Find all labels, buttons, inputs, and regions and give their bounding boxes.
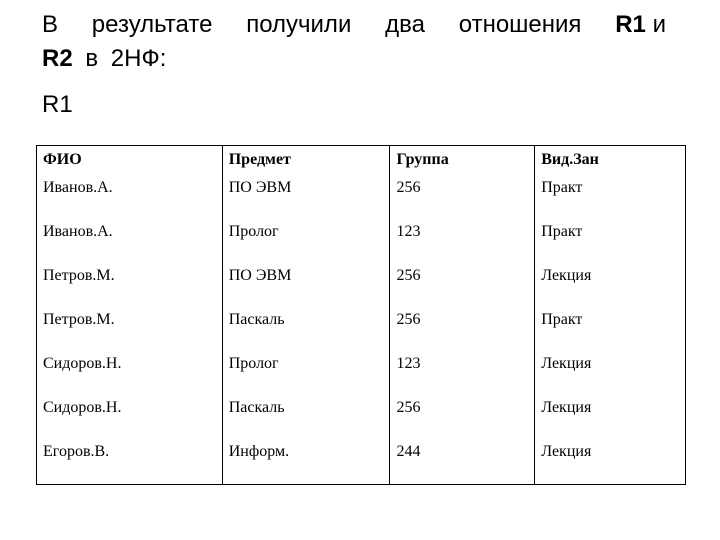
cell-group: 256 (390, 396, 535, 440)
cell-fio: Петров.М. (37, 264, 223, 308)
cell-subject: ПО ЭВМ (222, 264, 390, 308)
cell-fio: Сидоров.Н. (37, 396, 223, 440)
cell-subject: ПО ЭВМ (222, 177, 390, 220)
table-row (37, 264, 686, 308)
heading-form: 2НФ: (110, 45, 167, 72)
heading-word: отношения (458, 11, 582, 38)
heading-r1-group (615, 8, 666, 42)
cell-group: 123 (390, 220, 535, 264)
cell-subject: Паскаль (222, 308, 390, 352)
cell-group: 256 (390, 177, 535, 220)
heading-r1: R1 (615, 11, 646, 38)
cell-group: 244 (390, 440, 535, 485)
heading-word: получили (246, 11, 352, 38)
column-header-class-type: Вид.Зан (535, 146, 686, 178)
heading-line-2 (42, 42, 666, 76)
cell-class-type: Лекция (535, 396, 686, 440)
table-row (37, 440, 686, 485)
cell-group: 123 (390, 352, 535, 396)
cell-subject: Информ. (222, 440, 390, 485)
cell-fio: Егоров.В. (37, 440, 223, 485)
heading-word: два (385, 11, 425, 38)
table-row (37, 352, 686, 396)
cell-subject: Паскаль (222, 396, 390, 440)
cell-subject: Пролог (222, 220, 390, 264)
cell-subject: Пролог (222, 352, 390, 396)
cell-class-type: Практ (535, 177, 686, 220)
heading-r2: R2 (42, 45, 73, 72)
table-header-row (37, 146, 686, 178)
table-row (37, 396, 686, 440)
relation-name: R1 (42, 91, 73, 118)
heading-line-1 (42, 8, 666, 42)
slide-heading (42, 8, 666, 76)
column-header-group: Группа (390, 146, 535, 178)
table-row (37, 308, 686, 352)
cell-class-type: Лекция (535, 352, 686, 396)
cell-group: 256 (390, 264, 535, 308)
column-header-subject: Предмет (222, 146, 390, 178)
column-header-fio: ФИО (37, 146, 223, 178)
cell-class-type: Лекция (535, 440, 686, 485)
heading-word: В (42, 11, 59, 38)
relation-table (36, 145, 686, 485)
cell-fio: Сидоров.Н. (37, 352, 223, 396)
table-row (37, 177, 686, 220)
cell-class-type: Практ (535, 308, 686, 352)
cell-class-type: Практ (535, 220, 686, 264)
cell-class-type: Лекция (535, 264, 686, 308)
cell-fio: Петров.М. (37, 308, 223, 352)
heading-in: в (85, 45, 99, 72)
cell-group: 256 (390, 308, 535, 352)
heading-and: и (652, 11, 666, 38)
heading-word: результате (91, 11, 213, 38)
cell-fio: Иванов.А. (37, 220, 223, 264)
cell-fio: Иванов.А. (37, 177, 223, 220)
table-row (37, 220, 686, 264)
